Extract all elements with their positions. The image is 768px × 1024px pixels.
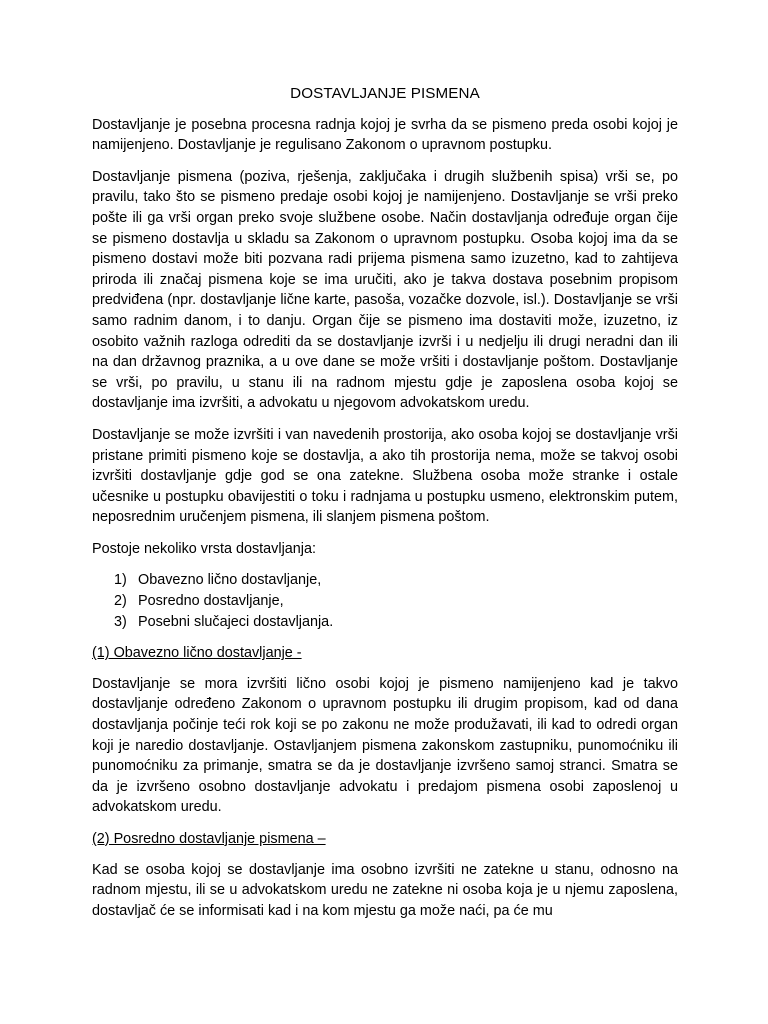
paragraph-intro: Dostavljanje je posebna procesna radnja kojoj je svrha da se pismeno preda osobi kojoj je namijenjeno. Dostavljanje je regulisano Zakonom o upravnom postupku. (92, 116, 678, 154)
list-item (114, 612, 678, 633)
section-heading-indirect-delivery: (2) Posredno dostavljanje pismena – (92, 831, 326, 847)
paragraph-indirect-delivery: Kad se osoba kojoj se dostavljanje ima osobno izvršiti ne zatekne u stanu, odnosno na radnom mjestu, ili se u advokatskom uredu ne zatekne ni osoba koja je u njemu zaposlena, dostavljač će se informisati kad i na kom mjestu ga može naći, pa će mu (92, 861, 678, 919)
document-page (92, 84, 678, 921)
delivery-types-list (92, 570, 678, 632)
document-title: DOSTAVLJANJE PISMENA (290, 85, 480, 102)
list-item (114, 570, 678, 591)
list-item-number: 1) (114, 572, 127, 589)
paragraph-personal-delivery: Dostavljanje se mora izvršiti lično osobi kojoj je pismeno namijenjeno kad je takvo dostavljanje određeno Zakonom o upravnom postupku ili drugim propisom, kad od dana dostavljanja počinje teći rok koji se po zakonu ne može produžavati, ili kad to odredi organ koji je naredio dostavljanje. Ostavljanjem pismena zakonskom zastupniku, punomoćniku ili punomoćniku za primanje, smatra se da je dostavljanje izvršeno samoj stranci. Smatra se da je izvršeno osobno dostavljanje advokatu i predajom pismena osobi zaposlenoj u advokatskom uredu. (92, 675, 678, 816)
paragraph-outside-premises: Dostavljanje se može izvršiti i van navedenih prostorija, ako osoba kojoj se dostavljanje vrši pristane primiti pismeno koje se dostavlja, a ako tih prostorija nema, može se takvoj osobi izvršiti dostavljanje gdje god se ona zatekne. Službena osoba može stranke i ostale učesnike u postupku obavijestiti o toku i radnjama u postupku usmeno, elektronskim putem, neposrednim uručenjem pismena, ili slanjem pismena poštom. (92, 426, 678, 526)
list-item-number: 2) (114, 593, 127, 610)
paragraph-delivery-rules: Dostavljanje pismena (poziva, rješenja, zaključaka i drugih službenih spisa) vrši se, po pravilu, tako što se pismeno predaje osobi kojoj je namijenjeno. Dostavljanje se vrši preko pošte ili ga vrši organ preko svoje službene osobe. Način dostavljanja određuje organ čije se pismeno dostavlja u skladu sa Zakonom o upravnom postupku. Osoba kojoj ima da se pismeno dostavi može biti pozvana radi prijema pismena samo izuzetno, kad to zahtijeva priroda ili značaj pismena koje se ima uručiti, ako je takva dostava posebnim propisom predviđena (npr. dostavljanje lične karte, pasoša, vozačke dozvole, isl.). Dostavljanje se vrši samo radnim danom, i to danju. Organ čije se pismeno ima dostaviti može, izuzetno, iz osobito važnih razloga odrediti da se dostavljanje izvrši i u nedjelju ili drugi neradni dan ili na dan državnog praznika, a u ove dane se može vršiti i dostavljanje poštom. Dostavljanje se vrši, po pravilu, u stanu ili na radnom mjestu gdje je zaposlena osoba kojoj se dostavljanje ima izvršiti, a advokatu u njegovom advokatskom uredu. (92, 168, 678, 412)
paragraph-types-intro: Postoje nekoliko vrsta dostavljanja: (92, 540, 316, 557)
list-item-text: Posebni slučajeci dostavljanja. (138, 613, 334, 630)
list-item (114, 591, 678, 612)
list-item-text: Obavezno lično dostavljanje, (138, 572, 322, 589)
section-heading-personal-delivery: (1) Obavezno lično dostavljanje - (92, 645, 302, 662)
list-item-number: 3) (114, 613, 127, 630)
list-item-text: Posredno dostavljanje, (138, 593, 284, 610)
